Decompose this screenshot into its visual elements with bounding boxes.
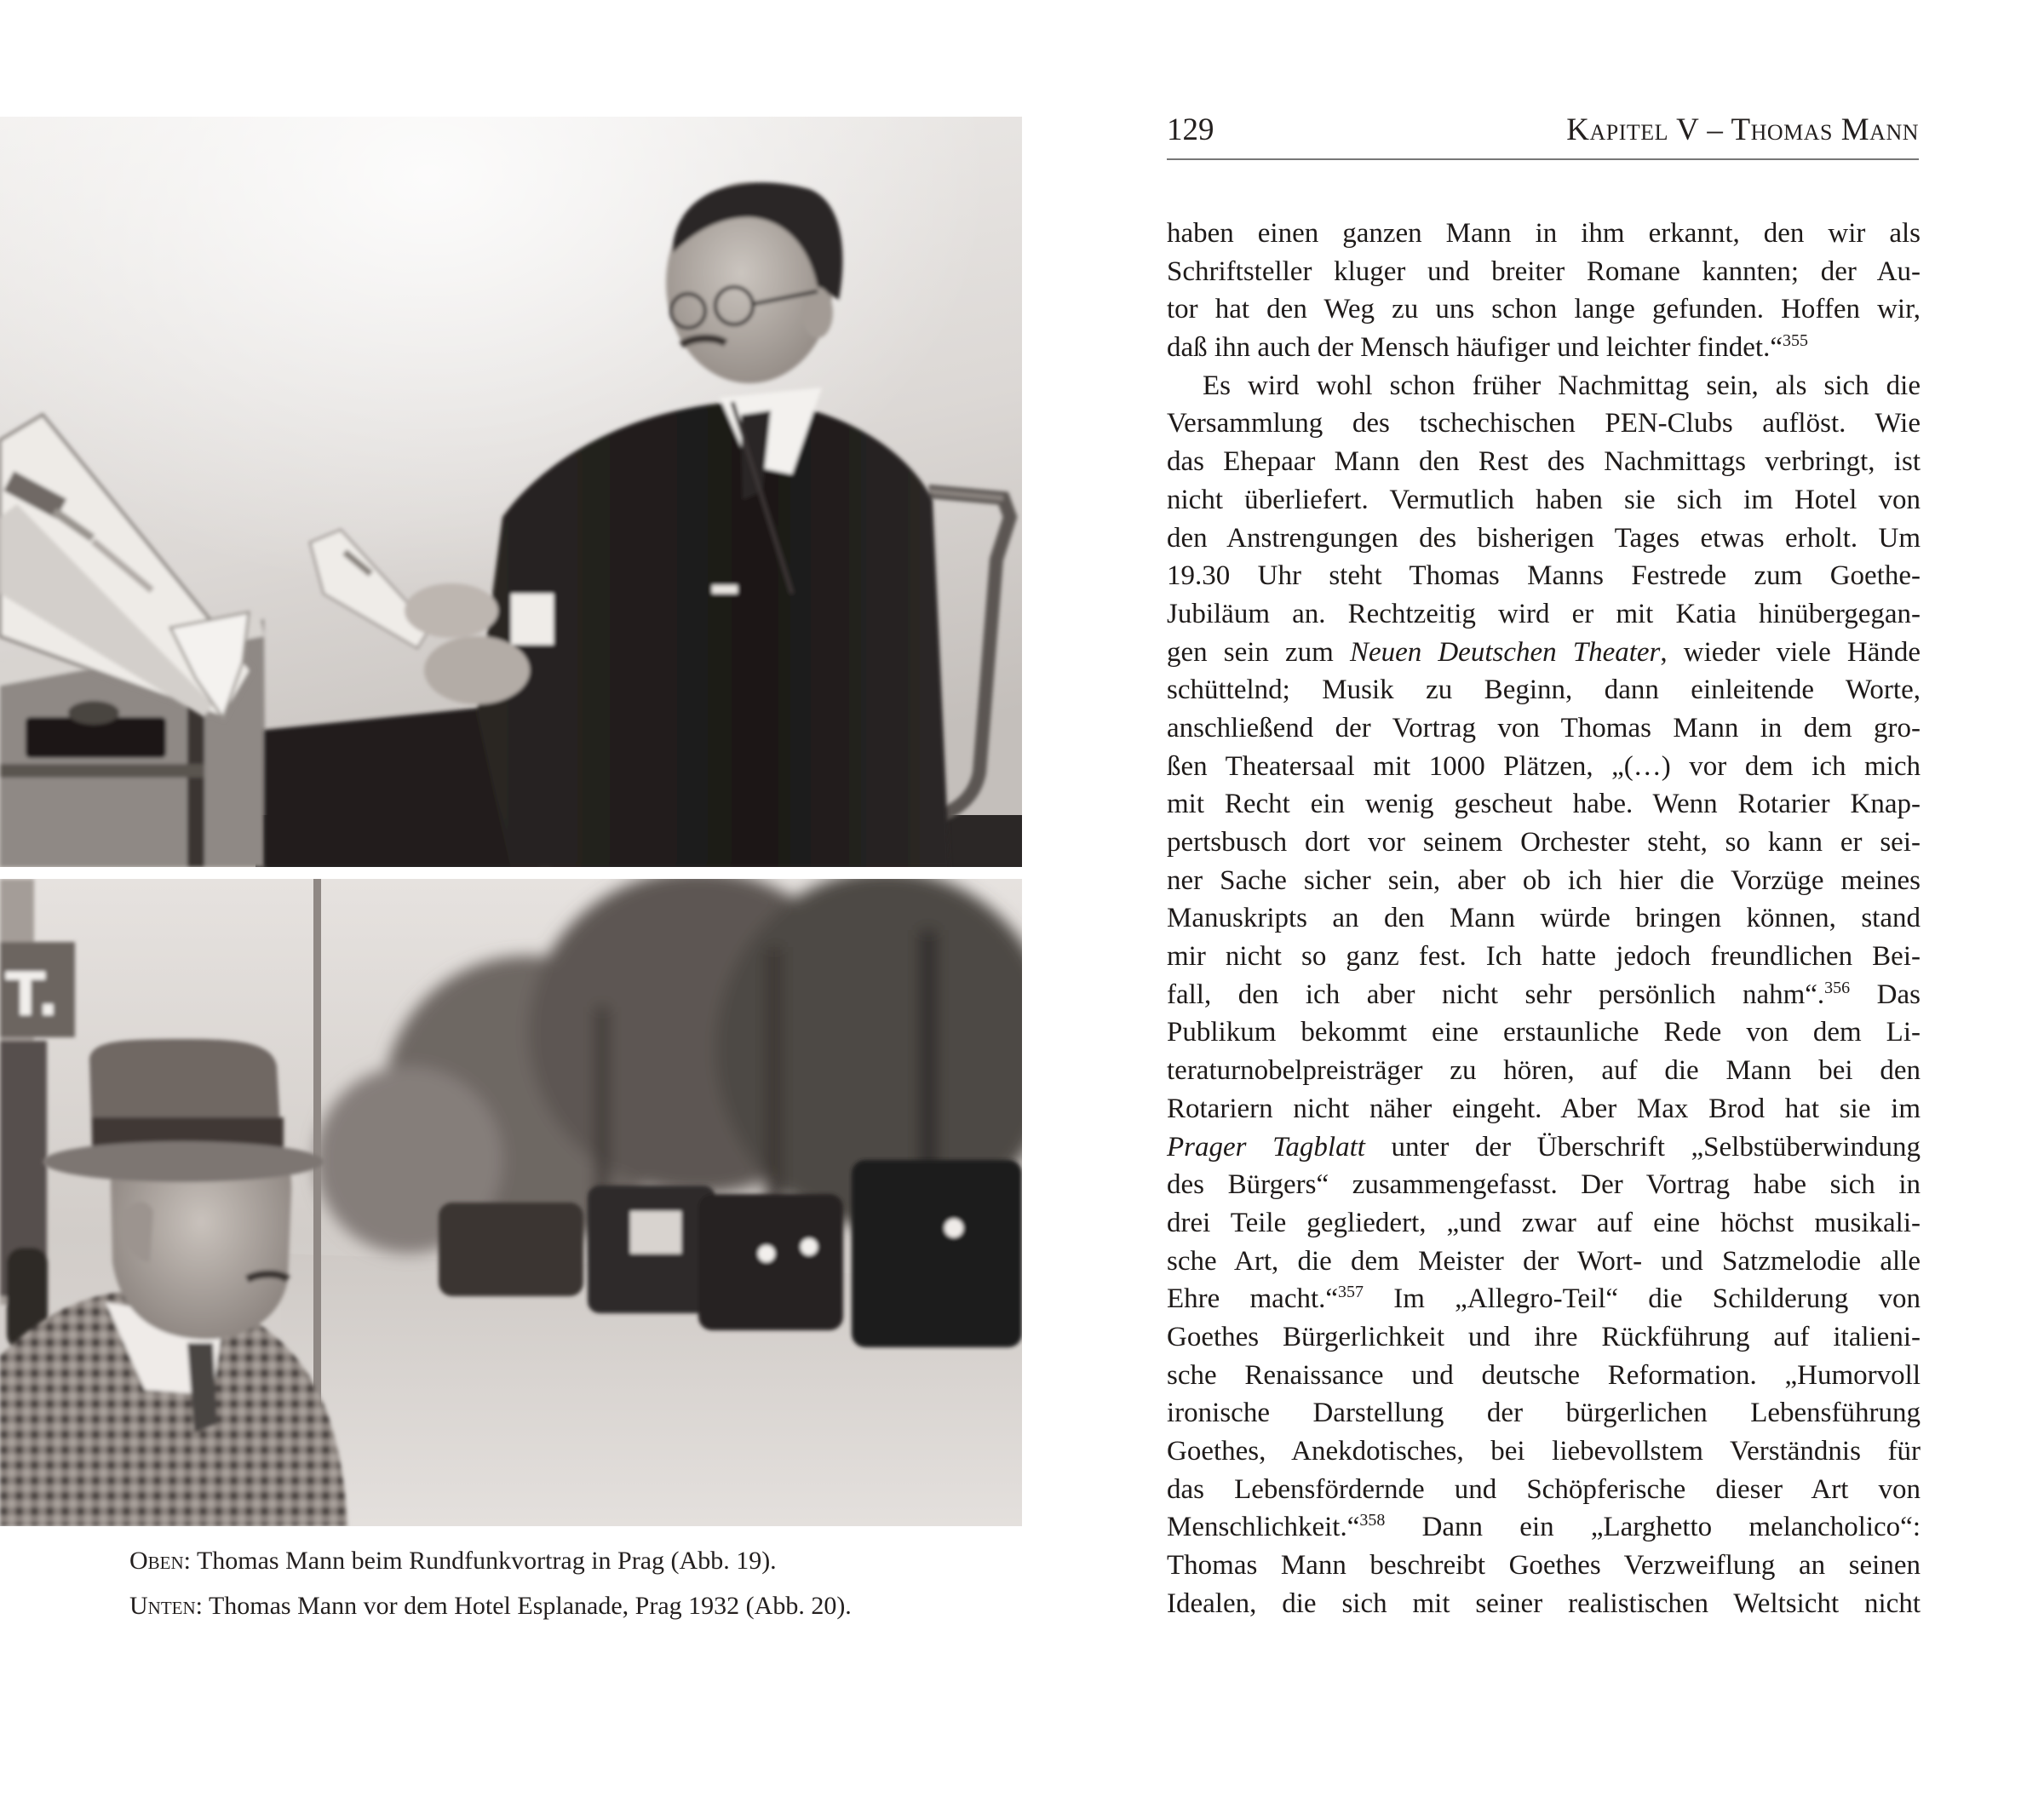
- body-line: [1167, 290, 1921, 329]
- text-run: das Lebensfördernde und Schöpferische dieser Art von: [1167, 1473, 1921, 1505]
- body-line: [1167, 1471, 1921, 1509]
- body-line-content: [1203, 370, 1921, 401]
- body-line-content: [1167, 713, 1921, 743]
- footnote-reference: 355: [1782, 331, 1808, 351]
- text-run: 19.30 Uhr steht Thomas Manns Festrede zum Goethe-: [1167, 560, 1921, 592]
- text-run: fall, den ich aber nicht sehr persönlich nahm“.: [1167, 979, 1825, 1010]
- body-line-content: [1167, 827, 1921, 858]
- text-run: den Anstrengungen des bisherigen Tages etwas erholt. Um: [1167, 522, 1921, 554]
- footnote-reference: 356: [1824, 978, 1851, 997]
- body-line: [1167, 253, 1921, 291]
- body-line: [1167, 748, 1921, 786]
- text-run: tor hat den Weg zu uns schon lange gefunden. Hoffen wir,: [1167, 294, 1921, 325]
- body-line: [1167, 520, 1921, 558]
- text-run: ironische Darstellung der bürgerlichen Lebensführung: [1167, 1398, 1921, 1429]
- body-line: [1167, 215, 1921, 253]
- body-line-content: [1167, 1169, 1921, 1200]
- text-run: ner Sache sicher sein, aber ob ich hier die Vorzüge meines: [1167, 864, 1921, 896]
- body-line-content: [1167, 1550, 1921, 1581]
- body-line: [1167, 481, 1921, 520]
- body-line: [1167, 1547, 1921, 1585]
- body-line-content: [1167, 1017, 1921, 1048]
- caption-line-bottom-photo: [129, 1583, 1015, 1628]
- body-line: [1167, 1280, 1921, 1318]
- body-line-content: [1167, 294, 1921, 324]
- body-line-content: [1167, 865, 1921, 896]
- body-line: [1167, 405, 1921, 443]
- body-line-content: [1167, 789, 1921, 819]
- body-line-content: [1167, 332, 1808, 363]
- hotel-sign: [0, 942, 75, 1037]
- text-run: Dann ein „Larghetto melancholico“:: [1385, 1512, 1921, 1543]
- text-run: nicht überliefert. Vermutlich haben sie sich im Hotel von: [1167, 484, 1921, 515]
- caption-label-oben: Oben:: [129, 1547, 191, 1575]
- text-run: Goethes, Anekdotisches, bei liebevollstem Verständnis für: [1167, 1436, 1921, 1467]
- caption-text-top-photo: Thomas Mann beim Rundfunkvortrag in Prag (Abb. 19).: [191, 1547, 777, 1575]
- text-run: pertsbusch dort vor seinem Orchester steht, so kann er sei-: [1167, 827, 1921, 858]
- body-line-content: [1167, 256, 1921, 287]
- text-run: des Bürgers“ zusammengefasst. Der Vortrag habe sich in: [1167, 1169, 1921, 1201]
- body-line: [1167, 976, 1921, 1014]
- body-line: [1167, 1090, 1921, 1128]
- footnote-reference: 357: [1338, 1283, 1364, 1302]
- body-line-content: [1167, 1055, 1921, 1086]
- photo-thomas-mann-hotel-esplanade: [0, 879, 1022, 1526]
- body-line-content: [1167, 560, 1921, 591]
- body-line: [1167, 329, 1921, 367]
- text-run: Manuskripts an den Mann würde bringen können, stand: [1167, 903, 1921, 934]
- text-run: anschließend der Vortrag von Thomas Mann in dem gro-: [1167, 712, 1921, 743]
- text-run: sche Art, die dem Meister der Wort- und Satzmelodie alle: [1167, 1245, 1921, 1277]
- body-line: [1167, 1432, 1921, 1471]
- text-run: mir nicht so ganz fest. Ich hatte jedoch freundlichen Bei-: [1167, 941, 1921, 973]
- body-line-content: [1167, 1588, 1921, 1619]
- body-line: [1167, 785, 1921, 824]
- text-run: Menschlichkeit.“: [1167, 1512, 1360, 1543]
- text-run: Goethes Bürgerlichkeit und ihre Rückführung auf italieni-: [1167, 1321, 1921, 1352]
- text-run: ßen Theatersaal mit 1000 Plätzen, „(…) vor dem ich mich: [1167, 750, 1921, 782]
- caption-line-top-photo: [129, 1538, 1015, 1583]
- text-run: gen sein zum: [1167, 636, 1350, 668]
- running-title: Kapitel V – Thomas Mann: [1566, 112, 1919, 147]
- text-run: Schriftsteller kluger und breiter Romane kannten; der Au-: [1167, 255, 1921, 287]
- body-line-content: [1167, 218, 1921, 249]
- text-run: das Ehepaar Mann den Rest des Nachmittags verbringt, ist: [1167, 446, 1921, 478]
- running-head: [1167, 114, 1919, 148]
- photo-reading-illustration: [0, 117, 1022, 867]
- body-line-content: [1167, 599, 1921, 629]
- body-line-content: [1167, 485, 1921, 515]
- body-line-content: [1167, 1094, 1921, 1124]
- body-line: [1167, 1357, 1921, 1395]
- body-line: [1167, 938, 1921, 976]
- body-line: [1167, 1585, 1921, 1623]
- body-line-content: [1167, 446, 1921, 477]
- caption-text-bottom-photo: Thomas Mann vor dem Hotel Esplanade, Prag 1932 (Abb. 20).: [203, 1592, 852, 1620]
- text-run: drei Teile gegliedert, „und zwar auf eine höchst musikali-: [1167, 1207, 1921, 1238]
- body-line-content: [1167, 1208, 1921, 1238]
- text-run: teraturnobelpreisträger zu hören, auf die Mann bei den: [1167, 1055, 1921, 1087]
- body-line-content: [1167, 979, 1921, 1010]
- italic-title: Prager Tagblatt: [1167, 1131, 1365, 1163]
- body-line-content: [1167, 408, 1921, 439]
- body-line-content: [1167, 751, 1921, 782]
- body-line: [1167, 824, 1921, 862]
- body-line: [1167, 1394, 1921, 1432]
- body-line-content: [1167, 1474, 1921, 1505]
- caption-label-unten: Unten:: [129, 1592, 203, 1620]
- body-line: [1167, 671, 1921, 709]
- body-line: [1167, 1243, 1921, 1281]
- body-line-content: [1167, 1512, 1921, 1542]
- body-line: [1167, 709, 1921, 748]
- body-line: [1167, 1318, 1921, 1357]
- body-line-content: [1167, 1322, 1921, 1352]
- body-line-content: [1167, 1283, 1921, 1314]
- text-run: Thomas Mann beschreibt Goethes Verzweiflung an seinen: [1167, 1550, 1921, 1582]
- body-line-content: [1167, 637, 1921, 668]
- body-line-content: [1167, 675, 1921, 705]
- text-run: , wieder viele Hände: [1660, 636, 1921, 668]
- body-line-content: [1167, 1360, 1921, 1391]
- text-run: Rotariern nicht näher eingeht. Aber Max Brod hat sie im: [1167, 1093, 1921, 1124]
- body-line: [1167, 634, 1921, 672]
- body-text: [1167, 215, 1921, 1622]
- text-run: Publikum bekommt eine erstaunliche Rede von dem Li-: [1167, 1017, 1921, 1048]
- body-line: [1167, 1204, 1921, 1243]
- body-line: [1167, 862, 1921, 900]
- photo-street-illustration: [0, 879, 1022, 1526]
- text-run: haben einen ganzen Mann in ihm erkannt, den wir als: [1167, 218, 1921, 249]
- text-run: Ehre macht.“: [1167, 1283, 1339, 1315]
- body-line-content: [1167, 1398, 1921, 1428]
- footnote-reference: 358: [1359, 1511, 1386, 1530]
- header-rule: [1167, 158, 1919, 160]
- body-line: [1167, 1052, 1921, 1090]
- photo-thomas-mann-reading: [0, 117, 1022, 867]
- body-line-content: [1167, 941, 1921, 972]
- italic-title: Neuen Deutschen Theater: [1349, 636, 1661, 668]
- body-line-content: [1167, 1436, 1921, 1467]
- text-run: Versammlung des tschechischen PEN-Clubs auflöst. Wie: [1167, 408, 1921, 439]
- body-line: [1167, 1128, 1921, 1167]
- text-run: Jubiläum an. Rechtzeitig wird er mit Katia hinübergegan-: [1167, 598, 1921, 629]
- body-line: [1167, 1166, 1921, 1204]
- text-run: Idealen, die sich mit seiner realistischen Weltsicht nicht: [1167, 1587, 1921, 1619]
- body-line: [1167, 595, 1921, 634]
- text-run: unter der Überschrift „Selbstüberwindung: [1364, 1131, 1921, 1163]
- text-run: schüttelnd; Musik zu Beginn, dann einleitende Worte,: [1167, 675, 1921, 706]
- text-run: sche Renaissance und deutsche Reformation. „Humorvoll: [1167, 1359, 1921, 1391]
- body-line: [1167, 557, 1921, 595]
- text-run: Das: [1850, 979, 1921, 1010]
- text-run: daß ihn auch der Mensch häufiger und leichter findet.“: [1167, 332, 1783, 364]
- body-line: [1167, 1013, 1921, 1052]
- body-line: [1167, 1508, 1921, 1547]
- body-line-content: [1167, 1246, 1921, 1277]
- sign-lettering: T.: [5, 960, 60, 1030]
- paragraph-first-line: [1167, 367, 1921, 405]
- text-run: Es wird wohl schon früher Nachmittag sein, als sich die: [1203, 370, 1921, 401]
- body-line: [1167, 443, 1921, 481]
- body-line-content: [1167, 903, 1921, 933]
- body-line-content: [1167, 1132, 1921, 1163]
- text-run: Im „Allegro-Teil“ die Schilderung von: [1364, 1283, 1921, 1315]
- body-line: [1167, 899, 1921, 938]
- text-run: mit Recht ein wenig gescheut habe. Wenn Rotarier Knap-: [1167, 789, 1921, 820]
- body-line-content: [1167, 523, 1921, 554]
- photo-caption: [129, 1538, 1015, 1628]
- page-number: 129: [1167, 112, 1214, 147]
